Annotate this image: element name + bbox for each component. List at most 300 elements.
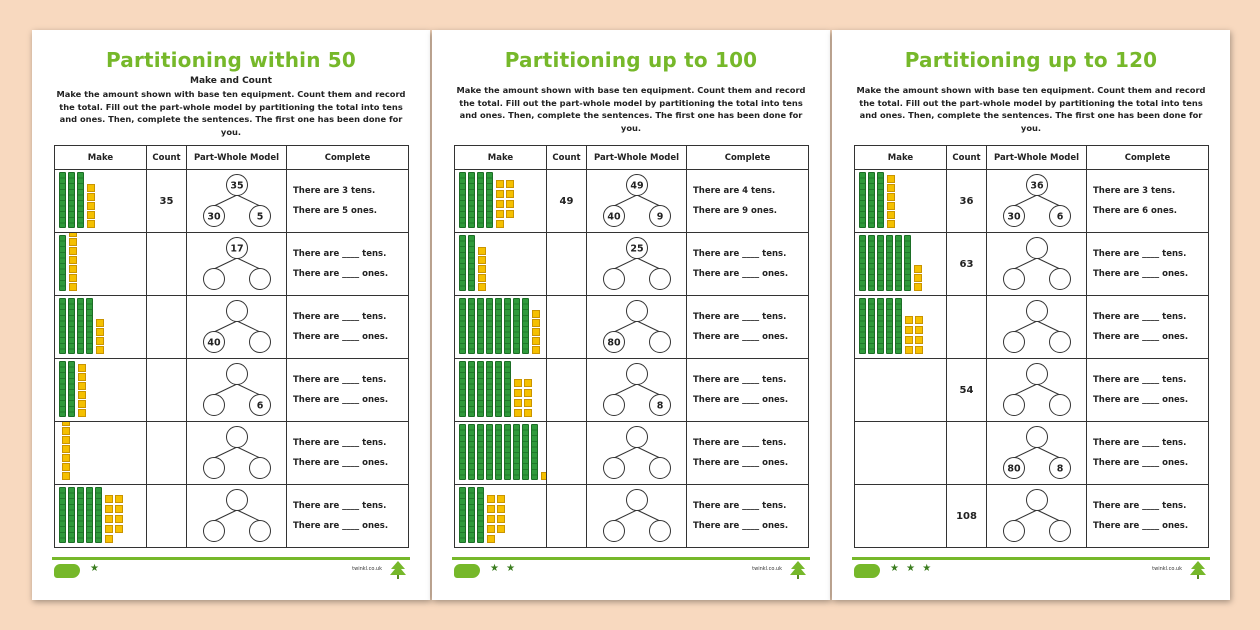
one-cube xyxy=(905,316,913,324)
complete-cell xyxy=(1087,170,1209,233)
ten-rod xyxy=(886,298,893,354)
tens-sentence[interactable]: There are ____ tens. xyxy=(693,438,787,448)
right-circle[interactable] xyxy=(1049,332,1070,353)
right-circle[interactable] xyxy=(649,458,670,479)
make-cell xyxy=(455,296,547,359)
one-cube xyxy=(514,389,522,397)
connector-line xyxy=(1037,510,1060,521)
connector-line xyxy=(1014,384,1037,395)
tens-sentence[interactable]: There are ____ tens. xyxy=(693,375,787,385)
part-whole-cell xyxy=(587,359,687,422)
one-cube xyxy=(514,379,522,387)
tens-rods xyxy=(459,361,511,417)
table-row xyxy=(55,485,409,548)
tens-sentence[interactable]: There are ____ tens. xyxy=(293,312,387,322)
ten-rod xyxy=(459,361,466,417)
complete-cell xyxy=(287,422,409,485)
connector-line xyxy=(214,321,237,332)
ones-sentence[interactable]: There are ____ ones. xyxy=(693,332,789,342)
right-circle[interactable] xyxy=(649,521,670,542)
count-cell[interactable] xyxy=(547,359,587,422)
one-cube xyxy=(78,400,86,408)
worksheet-table xyxy=(54,145,409,548)
one-cube xyxy=(96,319,104,327)
one-cube xyxy=(532,310,540,318)
tens-sentence[interactable]: There are 3 tens. xyxy=(1093,186,1176,196)
whole-value: 25 xyxy=(629,243,644,255)
base-ten-blocks xyxy=(59,237,142,291)
ten-rod xyxy=(513,424,520,480)
connector-line xyxy=(237,384,260,395)
tree-logo-icon xyxy=(788,560,808,580)
difficulty-stars: ★ xyxy=(90,563,101,574)
worksheet-up-to-120 xyxy=(832,30,1230,600)
ones-sentence[interactable]: There are ____ ones. xyxy=(1093,458,1189,468)
part-whole-model xyxy=(192,171,282,231)
base-ten-blocks xyxy=(59,300,142,354)
part-whole-model xyxy=(992,423,1082,483)
left-circle[interactable] xyxy=(1003,521,1024,542)
header-count: Count xyxy=(547,146,587,170)
complete-cell xyxy=(287,170,409,233)
count-cell[interactable] xyxy=(547,485,587,548)
part-whole-model xyxy=(192,486,282,546)
left-value: 40 xyxy=(606,211,621,223)
whole-circle[interactable] xyxy=(1026,238,1047,259)
ones-cubes xyxy=(887,175,895,228)
count-cell[interactable]: 63 xyxy=(947,233,987,296)
base-ten-blocks xyxy=(459,237,542,291)
one-cube xyxy=(497,525,505,533)
count-cell[interactable] xyxy=(547,233,587,296)
one-cube xyxy=(62,454,70,462)
ten-rod xyxy=(522,424,529,480)
complete-cell xyxy=(287,485,409,548)
left-circle[interactable] xyxy=(603,269,624,290)
ten-rod xyxy=(513,298,520,354)
count-cell[interactable] xyxy=(947,422,987,485)
one-cube xyxy=(506,200,514,208)
complete-cell xyxy=(687,359,809,422)
right-circle[interactable] xyxy=(249,521,270,542)
left-circle[interactable] xyxy=(1003,395,1024,416)
ones-sentence[interactable]: There are ____ ones. xyxy=(1093,269,1189,279)
make-cell xyxy=(55,170,147,233)
table-row xyxy=(55,359,409,422)
ones-sentence[interactable]: There are ____ ones. xyxy=(293,395,389,405)
count-cell[interactable]: 49 xyxy=(547,170,587,233)
one-cube xyxy=(115,525,123,533)
tens-rods xyxy=(59,298,93,354)
complete-cell xyxy=(687,170,809,233)
table-row xyxy=(455,233,809,296)
one-cube xyxy=(62,472,70,480)
tens-sentence[interactable]: There are ____ tens. xyxy=(1093,375,1187,385)
connector-line xyxy=(237,510,260,521)
ten-rod xyxy=(95,487,102,543)
tens-rods xyxy=(459,235,475,291)
ones-sentence[interactable]: There are ____ ones. xyxy=(693,458,789,468)
tens-sentence[interactable]: There are 3 tens. xyxy=(293,186,376,196)
ten-rod xyxy=(477,298,484,354)
make-cell xyxy=(55,296,147,359)
footer-text: twinkl.co.uk xyxy=(1152,566,1182,572)
connector-line xyxy=(1037,195,1060,206)
one-cube xyxy=(96,337,104,345)
ones-sentence[interactable]: There are ____ ones. xyxy=(293,332,389,342)
make-cell xyxy=(855,359,947,422)
connector-line xyxy=(637,447,660,458)
whole-circle[interactable] xyxy=(1026,490,1047,511)
base-ten-blocks xyxy=(859,489,942,543)
one-cube xyxy=(887,220,895,228)
tens-rods xyxy=(859,298,902,354)
whole-circle[interactable] xyxy=(226,364,247,385)
ten-rod xyxy=(459,487,466,543)
ten-rod xyxy=(859,172,866,228)
one-cube xyxy=(496,220,504,228)
part-whole-model xyxy=(192,360,282,420)
make-cell xyxy=(455,170,547,233)
ones-sentence[interactable]: There are ____ ones. xyxy=(1093,521,1189,531)
one-cube xyxy=(105,505,113,513)
whole-circle[interactable] xyxy=(626,301,647,322)
one-cube xyxy=(487,505,495,513)
part-whole-cell xyxy=(987,359,1087,422)
base-ten-blocks xyxy=(859,237,942,291)
count-cell[interactable] xyxy=(147,359,187,422)
twinkl-logo-icon xyxy=(854,564,880,578)
connector-line xyxy=(1014,258,1037,269)
ten-rod xyxy=(495,424,502,480)
one-cube xyxy=(478,274,486,282)
footer-line xyxy=(52,557,410,560)
one-cube xyxy=(524,399,532,407)
one-cube xyxy=(887,211,895,219)
sheet-instructions: Make the amount shown with base ten equipment. Count them and record the total. Fill out the part-whole model by partitioning the total into tens and ones. Then, complete the sentences. The first one has been done for you. xyxy=(456,85,806,133)
ten-rod xyxy=(895,235,902,291)
left-value: 30 xyxy=(206,211,221,223)
right-circle[interactable] xyxy=(1049,521,1070,542)
count-cell[interactable] xyxy=(147,233,187,296)
tree-logo-icon xyxy=(1188,560,1208,580)
tens-sentence[interactable]: There are ____ tens. xyxy=(1093,249,1187,259)
tens-sentence[interactable]: There are ____ tens. xyxy=(293,249,387,259)
tens-rods xyxy=(459,172,493,228)
left-circle[interactable] xyxy=(1003,269,1024,290)
ten-rod xyxy=(495,298,502,354)
whole-circle[interactable] xyxy=(226,301,247,322)
make-cell xyxy=(855,422,947,485)
count-cell[interactable]: 108 xyxy=(947,485,987,548)
whole-circle[interactable] xyxy=(626,427,647,448)
one-cube xyxy=(887,184,895,192)
one-cube xyxy=(69,283,77,291)
table-row xyxy=(455,296,809,359)
connector-line xyxy=(214,258,237,269)
one-cube xyxy=(478,247,486,255)
one-cube xyxy=(62,427,70,435)
left-circle[interactable] xyxy=(603,458,624,479)
table-row xyxy=(855,359,1209,422)
one-cube xyxy=(914,274,922,282)
one-cube xyxy=(887,202,895,210)
ten-rod xyxy=(531,424,538,480)
connector-line xyxy=(614,510,637,521)
tens-rods xyxy=(59,361,75,417)
ones-sentence[interactable]: There are ____ ones. xyxy=(693,269,789,279)
tree-logo-icon xyxy=(388,560,408,580)
ten-rod xyxy=(59,235,66,291)
one-cube xyxy=(78,391,86,399)
one-cube xyxy=(506,180,514,188)
one-cube xyxy=(915,336,923,344)
table-row xyxy=(855,296,1209,359)
ones-cubes xyxy=(62,422,70,481)
part-whole-cell xyxy=(987,233,1087,296)
one-cube xyxy=(78,364,86,372)
connector-line xyxy=(614,384,637,395)
ten-rod xyxy=(477,172,484,228)
count-cell[interactable] xyxy=(947,296,987,359)
ten-rod xyxy=(877,172,884,228)
right-circle[interactable] xyxy=(1049,395,1070,416)
one-cube xyxy=(105,535,113,543)
one-cube xyxy=(105,525,113,533)
ten-rod xyxy=(468,235,475,291)
ten-rod xyxy=(877,298,884,354)
ones-sentence[interactable]: There are ____ ones. xyxy=(293,521,389,531)
complete-cell xyxy=(287,233,409,296)
ones-cubes xyxy=(532,310,540,354)
table-row xyxy=(55,422,409,485)
left-value: 40 xyxy=(206,337,221,349)
base-ten-blocks xyxy=(59,363,142,417)
make-cell xyxy=(55,233,147,296)
one-cube xyxy=(496,200,504,208)
table-row xyxy=(855,485,1209,548)
count-cell[interactable] xyxy=(147,296,187,359)
whole-circle[interactable] xyxy=(626,490,647,511)
part-whole-cell xyxy=(187,296,287,359)
complete-cell xyxy=(287,296,409,359)
header-make: Make xyxy=(55,146,147,170)
complete-cell xyxy=(687,422,809,485)
footer-text: twinkl.co.uk xyxy=(752,566,782,572)
ten-rod xyxy=(504,361,511,417)
base-ten-blocks xyxy=(59,489,142,543)
whole-circle[interactable] xyxy=(1026,364,1047,385)
right-value: 6 xyxy=(1056,211,1063,223)
one-cube xyxy=(69,233,77,238)
ones-sentence[interactable]: There are ____ ones. xyxy=(693,521,789,531)
sheet-subtitle: Make and Count xyxy=(190,76,272,86)
table-row xyxy=(455,170,809,233)
ones-sentence[interactable]: There are ____ ones. xyxy=(1093,332,1189,342)
tens-sentence[interactable]: There are ____ tens. xyxy=(293,375,387,385)
connector-line xyxy=(237,447,260,458)
count-cell[interactable]: 35 xyxy=(147,170,187,233)
count-cell[interactable]: 36 xyxy=(947,170,987,233)
worksheet-table xyxy=(854,145,1209,548)
one-cube xyxy=(524,389,532,397)
one-cube xyxy=(69,256,77,264)
one-cube xyxy=(115,515,123,523)
tens-sentence[interactable]: There are ____ tens. xyxy=(293,501,387,511)
table-row xyxy=(455,359,809,422)
sheet-title: Partitioning within 50 xyxy=(105,48,357,72)
ten-rod xyxy=(868,235,875,291)
ten-rod xyxy=(486,424,493,480)
count-cell[interactable]: 54 xyxy=(947,359,987,422)
ones-sentence[interactable]: There are ____ ones. xyxy=(293,458,389,468)
one-cube xyxy=(905,326,913,334)
one-cube xyxy=(69,274,77,282)
part-whole-model xyxy=(192,234,282,294)
twinkl-logo-icon xyxy=(454,564,480,578)
make-cell xyxy=(855,296,947,359)
one-cube xyxy=(115,505,123,513)
make-cell xyxy=(855,485,947,548)
right-circle[interactable] xyxy=(249,332,270,353)
left-circle[interactable] xyxy=(1003,332,1024,353)
ten-rod xyxy=(68,487,75,543)
ones-sentence[interactable]: There are ____ ones. xyxy=(693,395,789,405)
tens-rods xyxy=(59,487,102,543)
whole-value: 49 xyxy=(629,180,644,192)
ten-rod xyxy=(486,361,493,417)
ten-rod xyxy=(486,298,493,354)
connector-line xyxy=(214,510,237,521)
one-cube xyxy=(497,495,505,503)
connector-line xyxy=(614,321,637,332)
base-ten-blocks xyxy=(59,174,142,228)
ones-sentence[interactable]: There are ____ ones. xyxy=(1093,395,1189,405)
tens-sentence[interactable]: There are ____ tens. xyxy=(693,312,787,322)
tens-sentence[interactable]: There are ____ tens. xyxy=(693,249,787,259)
table-row xyxy=(55,296,409,359)
ten-rod xyxy=(86,487,93,543)
left-circle[interactable] xyxy=(203,269,224,290)
ones-sentence[interactable]: There are 5 ones. xyxy=(293,206,377,216)
tens-rods xyxy=(459,298,529,354)
header-make: Make xyxy=(855,146,947,170)
tens-sentence[interactable]: There are ____ tens. xyxy=(1093,438,1187,448)
left-circle[interactable] xyxy=(603,395,624,416)
whole-circle[interactable] xyxy=(626,364,647,385)
tens-rods xyxy=(459,424,538,480)
ten-rod xyxy=(77,298,84,354)
tens-sentence[interactable]: There are ____ tens. xyxy=(693,501,787,511)
ones-cubes xyxy=(78,364,86,417)
count-cell[interactable] xyxy=(547,422,587,485)
worksheet-within-50 xyxy=(32,30,430,600)
whole-circle[interactable] xyxy=(1026,427,1047,448)
count-cell[interactable] xyxy=(147,485,187,548)
make-cell xyxy=(55,359,147,422)
connector-line xyxy=(237,195,260,206)
one-cube xyxy=(487,495,495,503)
whole-circle[interactable] xyxy=(226,427,247,448)
part-whole-cell xyxy=(587,422,687,485)
left-value: 30 xyxy=(1006,211,1021,223)
ones-sentence[interactable]: There are ____ ones. xyxy=(293,269,389,279)
table-row xyxy=(855,170,1209,233)
tens-sentence[interactable]: There are 4 tens. xyxy=(693,186,776,196)
left-value: 80 xyxy=(606,337,621,349)
ten-rod xyxy=(468,487,475,543)
left-circle[interactable] xyxy=(603,521,624,542)
table-row xyxy=(455,485,809,548)
ten-rod xyxy=(68,172,75,228)
right-circle[interactable] xyxy=(649,269,670,290)
right-circle[interactable] xyxy=(249,269,270,290)
right-value: 6 xyxy=(256,400,263,412)
make-cell xyxy=(55,422,147,485)
ones-sentence[interactable]: There are 9 ones. xyxy=(693,206,777,216)
one-cube xyxy=(506,210,514,218)
one-cube xyxy=(915,346,923,354)
count-cell[interactable] xyxy=(147,422,187,485)
whole-circle[interactable] xyxy=(1026,301,1047,322)
ten-rod xyxy=(859,235,866,291)
one-cube xyxy=(105,515,113,523)
right-circle[interactable] xyxy=(649,332,670,353)
ten-rod xyxy=(495,361,502,417)
whole-value: 17 xyxy=(229,243,244,255)
left-circle[interactable] xyxy=(203,395,224,416)
whole-value: 35 xyxy=(229,180,244,192)
one-cube xyxy=(496,190,504,198)
whole-value: 36 xyxy=(1029,180,1044,192)
complete-cell xyxy=(687,485,809,548)
right-circle[interactable] xyxy=(249,458,270,479)
one-cube xyxy=(69,247,77,255)
footer-line xyxy=(452,557,810,560)
ten-rod xyxy=(868,298,875,354)
ten-rod xyxy=(486,172,493,228)
ten-rod xyxy=(468,424,475,480)
footer-text: twinkl.co.uk xyxy=(352,566,382,572)
ones-sentence[interactable]: There are 6 ones. xyxy=(1093,206,1177,216)
tens-sentence[interactable]: There are ____ tens. xyxy=(1093,501,1187,511)
one-cube xyxy=(87,202,95,210)
one-cube xyxy=(496,210,504,218)
whole-circle[interactable] xyxy=(226,490,247,511)
one-cube xyxy=(78,373,86,381)
right-circle[interactable] xyxy=(1049,269,1070,290)
make-cell xyxy=(55,485,147,548)
ones-cubes xyxy=(96,319,104,354)
left-circle[interactable] xyxy=(203,521,224,542)
part-whole-model xyxy=(592,423,682,483)
base-ten-blocks xyxy=(859,300,942,354)
left-circle[interactable] xyxy=(203,458,224,479)
count-cell[interactable] xyxy=(547,296,587,359)
tens-rods xyxy=(859,235,911,291)
tens-sentence[interactable]: There are ____ tens. xyxy=(293,438,387,448)
one-cube xyxy=(524,379,532,387)
right-value: 8 xyxy=(1056,463,1063,475)
header-part-whole: Part-Whole Model xyxy=(987,146,1087,170)
tens-sentence[interactable]: There are ____ tens. xyxy=(1093,312,1187,322)
one-cube xyxy=(487,515,495,523)
complete-cell xyxy=(1087,233,1209,296)
one-cube xyxy=(514,409,522,417)
complete-cell xyxy=(1087,359,1209,422)
connector-line xyxy=(1014,321,1037,332)
one-cube xyxy=(914,283,922,291)
